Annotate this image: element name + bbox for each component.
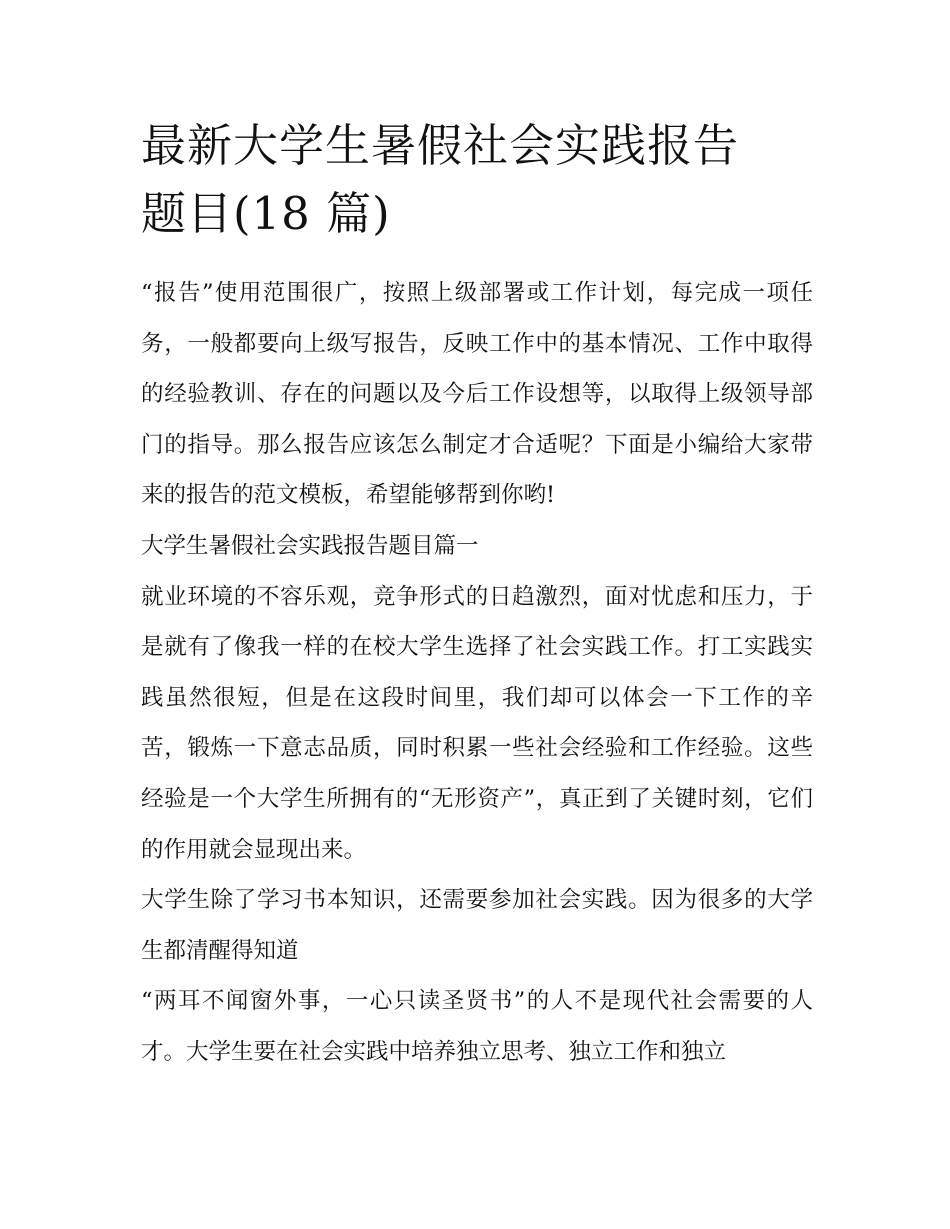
body-paragraph-1: 就业环境的不容乐观，竞争形式的日趋激烈，面对忧虑和压力，于是就有了像我一样的在校大学生选择了社会实践工作。打工实践实践虽然很短，但是在这段时间里，我们却可以体会一下工作的辛苦，锻炼一下意志品质，同时积累一些社会经验和工作经验。这些经验是一个大学生所拥有的“无形资产”，真正到了关键时刻，它们的作用就会显现出来。: [141, 583, 813, 863]
title-line-1: 最新大学生暑假社会实践报告: [141, 119, 740, 172]
body-paragraph-3: “两耳不闻窗外事，一心只读圣贤书”的人不是现代社会需要的人才。大学生要在社会实践中培养独立思考、独立工作和独立: [141, 988, 813, 1065]
title-line-2: 题目(18 篇): [141, 187, 391, 240]
body-paragraph-2: 大学生除了学习书本知识，还需要参加社会实践。因为很多的大学生都清醒得知道: [141, 887, 813, 964]
intro-paragraph: “报告”使用范围很广，按照上级部署或工作计划，每完成一项任务，一般都要向上级写报告，反映工作中的基本情况、工作中取得的经验教训、存在的问题以及今后工作设想等，以取得上级领导部门的指导。那么报告应该怎么制定才合适呢？下面是小编给大家带来的报告的范文模板，希望能够帮到你哟!: [141, 280, 813, 509]
document-title: [141, 112, 813, 248]
document-page: [141, 112, 813, 1078]
section-heading: 大学生暑假社会实践报告题目篇一: [141, 532, 479, 559]
